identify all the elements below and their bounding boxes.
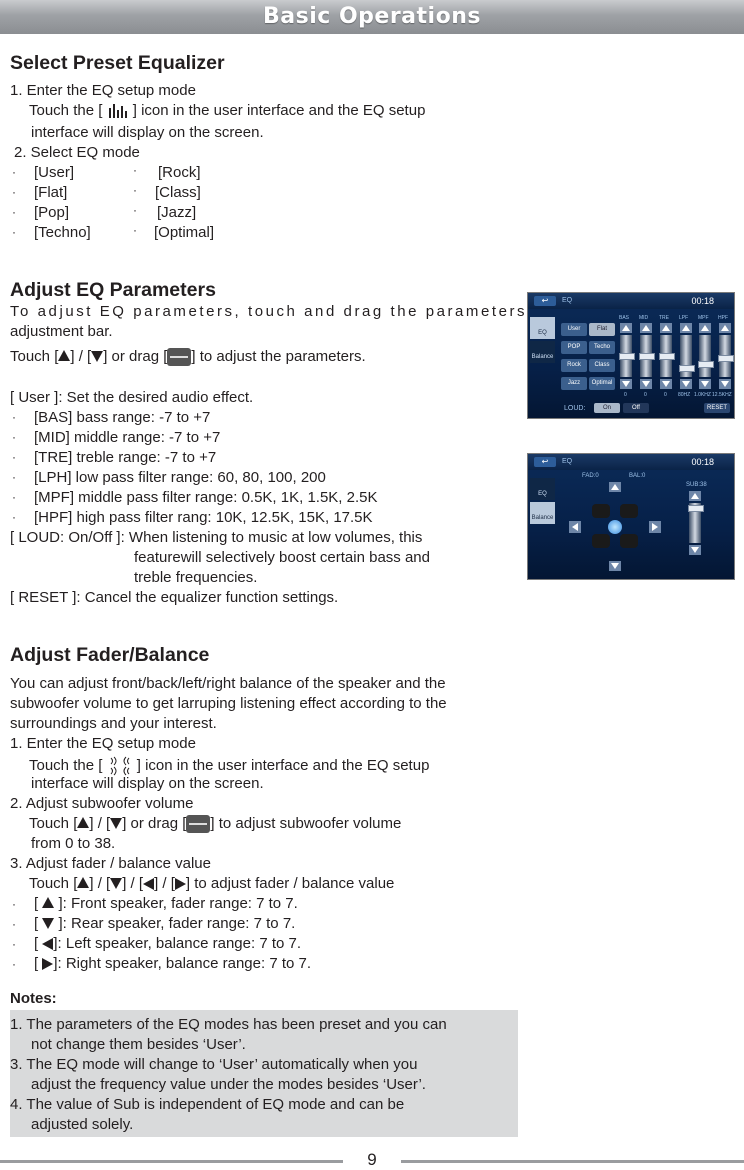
text-fragment: ] / [ bbox=[89, 875, 111, 892]
speaker-icon bbox=[592, 504, 610, 518]
param-tre: [TRE] treble range: -7 to +7 bbox=[34, 449, 217, 466]
side-eq-label: EQ bbox=[538, 330, 547, 336]
text-fragment: ] or drag [ bbox=[103, 348, 168, 365]
side-balance-label: Balance bbox=[531, 354, 554, 360]
text-fragment: Touch [ bbox=[29, 875, 78, 892]
slider-knob[interactable] bbox=[688, 505, 704, 512]
bullet-icon: · bbox=[12, 917, 16, 931]
param-bas: [BAS] bass range: -7 to +7 bbox=[34, 409, 211, 426]
fader-step3: 3. Adjust fader / balance value bbox=[10, 855, 211, 872]
fad-value: FAD:0 bbox=[582, 473, 599, 479]
back-button[interactable]: ↩ bbox=[534, 457, 556, 467]
mode-right-1: [Rock] bbox=[158, 164, 201, 181]
side-eq-button[interactable] bbox=[530, 478, 555, 500]
band-up-button[interactable] bbox=[699, 323, 711, 333]
side-eq-label: EQ bbox=[538, 491, 547, 497]
band-down-button[interactable] bbox=[640, 379, 652, 389]
preset-step1-line2: interface will display on the screen. bbox=[31, 124, 264, 141]
preset-step1-line1 bbox=[29, 102, 425, 120]
balance-icon bbox=[107, 755, 133, 777]
band-label: LPF bbox=[679, 315, 689, 321]
note-3b: adjust the frequency value under the modes besides ‘User’. bbox=[31, 1076, 426, 1093]
up-arrow-icon bbox=[77, 817, 89, 828]
up-arrow-icon bbox=[58, 350, 70, 361]
mode-left-3: [Pop] bbox=[34, 204, 70, 221]
bullet-icon: · bbox=[12, 450, 16, 464]
bullet-icon: · bbox=[12, 165, 16, 179]
left-arrow-icon bbox=[572, 523, 578, 531]
up-arrow-icon bbox=[77, 877, 89, 888]
fader-front-button[interactable] bbox=[609, 482, 621, 492]
side-balance-button[interactable] bbox=[530, 341, 555, 363]
band-up-button[interactable] bbox=[640, 323, 652, 333]
screen-title: EQ bbox=[562, 297, 573, 304]
page-heading: Basic Operations bbox=[263, 4, 481, 29]
text-fragment: [ bbox=[34, 915, 39, 932]
balance-right-button[interactable] bbox=[649, 521, 661, 533]
eq-params-intro2: adjustment bar. bbox=[10, 323, 113, 340]
mode-rock[interactable]: Rock bbox=[561, 359, 587, 372]
band-label: TRE bbox=[659, 315, 669, 321]
band-slider[interactable] bbox=[660, 335, 672, 377]
footer-rule-right bbox=[401, 1160, 744, 1163]
fader-step2-line2: from 0 to 38. bbox=[31, 835, 116, 852]
fader-step1-line1 bbox=[29, 755, 429, 777]
reset-line: [ RESET ]: Cancel the equalizer function settings. bbox=[10, 589, 339, 606]
band-label: MPF bbox=[698, 315, 709, 321]
loud-off-button[interactable]: Off bbox=[623, 403, 649, 413]
mode-right-3: [Jazz] bbox=[157, 204, 197, 221]
fader-step1: 1. Enter the EQ setup mode bbox=[10, 735, 196, 752]
fader-step1-line2: interface will display on the screen. bbox=[31, 775, 264, 792]
eq-params-touch bbox=[10, 348, 366, 366]
band-value: 0 bbox=[664, 392, 667, 398]
band-value: 80HZ bbox=[678, 392, 691, 398]
bullet-icon: · bbox=[12, 430, 16, 444]
text-fragment: ] icon in the user interface and the EQ setup bbox=[132, 102, 426, 119]
down-arrow-icon bbox=[110, 818, 122, 829]
note-1a: 1. The parameters of the EQ modes has been preset and you can bbox=[10, 1016, 447, 1033]
slider-knob[interactable] bbox=[639, 353, 655, 360]
band-up-button[interactable] bbox=[719, 323, 731, 333]
slider-knob[interactable] bbox=[619, 353, 635, 360]
bullet-icon: · bbox=[133, 183, 137, 197]
band-slider[interactable] bbox=[680, 335, 692, 377]
note-4b: adjusted solely. bbox=[31, 1116, 134, 1133]
fader-intro1: You can adjust front/back/left/right balance of the speaker and the bbox=[10, 675, 446, 692]
param-mpf: [MPF] middle pass filter range: 0.5K, 1K, 1.5K, 2.5K bbox=[34, 489, 378, 506]
band-up-button[interactable] bbox=[620, 323, 632, 333]
speaker-icon bbox=[620, 504, 638, 518]
up-arrow-icon bbox=[42, 897, 54, 908]
preset-step2: 2. Select EQ mode bbox=[14, 144, 140, 161]
bullet-icon: · bbox=[133, 223, 137, 237]
side-eq-button[interactable] bbox=[530, 317, 555, 339]
text-fragment: ] to adjust the parameters. bbox=[191, 348, 366, 365]
slider-knob[interactable] bbox=[698, 361, 714, 368]
screen-title: EQ bbox=[562, 458, 573, 465]
slider-knob[interactable] bbox=[679, 365, 695, 372]
sub-down-button[interactable] bbox=[689, 545, 701, 555]
mode-left-4: [Techno] bbox=[34, 224, 91, 241]
band-down-button[interactable] bbox=[719, 379, 731, 389]
text-fragment: ] / [ bbox=[122, 875, 144, 892]
reset-button[interactable]: RESET bbox=[704, 403, 730, 413]
sub-up-button[interactable] bbox=[689, 491, 701, 501]
text-fragment: ] icon in the user interface and the EQ setup bbox=[136, 756, 430, 774]
bullet-icon: · bbox=[12, 937, 16, 951]
fader-rear-button[interactable] bbox=[609, 561, 621, 571]
note-1b: not change them besides ‘User’. bbox=[31, 1036, 246, 1053]
side-balance-button[interactable] bbox=[530, 502, 555, 524]
bullet-icon: · bbox=[133, 163, 137, 177]
mode-class[interactable]: Class bbox=[589, 359, 615, 372]
balance-right bbox=[34, 955, 311, 972]
bullet-icon: · bbox=[12, 410, 16, 424]
mode-user[interactable]: User bbox=[561, 323, 587, 336]
text-fragment: ] / [ bbox=[70, 348, 92, 365]
bullet-icon: · bbox=[12, 225, 16, 239]
section-title-eq-params: Adjust EQ Parameters bbox=[10, 279, 216, 301]
eq-icon bbox=[107, 102, 129, 120]
band-label: HPF bbox=[718, 315, 728, 321]
band-up-button[interactable] bbox=[680, 323, 692, 333]
text-fragment: ] or drag [ bbox=[122, 815, 187, 832]
balance-left bbox=[34, 935, 301, 952]
section-title-fader: Adjust Fader/Balance bbox=[10, 644, 210, 666]
footer-rule-left bbox=[0, 1160, 343, 1163]
balance-point[interactable] bbox=[608, 520, 622, 534]
text-fragment: ]: Rear speaker, fader range: 7 to 7. bbox=[58, 915, 296, 932]
bullet-icon: · bbox=[12, 185, 16, 199]
fader-step2-line1 bbox=[29, 815, 401, 833]
text-fragment: ]: Right speaker, balance range: 7 to 7. bbox=[53, 955, 312, 972]
right-arrow-icon bbox=[42, 958, 53, 970]
mode-techo[interactable]: Techo bbox=[589, 341, 615, 354]
text-fragment: Touch the [ bbox=[29, 756, 103, 774]
page-number: 9 bbox=[367, 1150, 377, 1169]
text-fragment: [ bbox=[34, 935, 39, 952]
header-banner bbox=[0, 0, 744, 34]
notes-title: Notes: bbox=[10, 990, 57, 1007]
text-fragment: ]: Left speaker, balance range: 7 to 7. bbox=[53, 935, 302, 952]
balance-left-button[interactable] bbox=[569, 521, 581, 533]
right-arrow-icon bbox=[652, 523, 658, 531]
param-hpf: [HPF] high pass filter rang: 10K, 12.5K, 15K, 17.5K bbox=[34, 509, 373, 526]
text-fragment: ] / [ bbox=[154, 875, 175, 892]
note-4a: 4. The value of Sub is independent of EQ mode and can be bbox=[10, 1096, 405, 1113]
down-arrow-icon bbox=[42, 918, 54, 929]
balance-screen bbox=[527, 453, 735, 580]
bullet-icon: · bbox=[12, 490, 16, 504]
down-arrow-icon bbox=[110, 878, 122, 889]
eq-user-line: [ User ]: Set the desired audio effect. bbox=[10, 389, 254, 406]
bal-value: BAL:0 bbox=[629, 473, 646, 479]
right-arrow-icon bbox=[175, 878, 186, 890]
text-fragment: [ bbox=[34, 895, 39, 912]
slider-knob[interactable] bbox=[659, 353, 675, 360]
loud-line1: [ LOUD: On/Off ]: When listening to music at low volumes, this bbox=[10, 529, 423, 546]
eq-params-intro1: To adjust EQ parameters, touch and drag the parameters bbox=[10, 303, 528, 320]
param-lph: [LPH] low pass filter range: 60, 80, 100, 200 bbox=[34, 469, 326, 486]
text-fragment: [ bbox=[34, 955, 39, 972]
band-value: 1.0KHZ bbox=[694, 392, 711, 398]
band-down-button[interactable] bbox=[680, 379, 692, 389]
mode-left-2: [Flat] bbox=[34, 184, 68, 201]
mode-flat[interactable]: Flat bbox=[589, 323, 615, 336]
fader-intro2: subwoofer volume to get larruping listening effect according to the bbox=[10, 695, 447, 712]
slider-icon bbox=[186, 815, 210, 833]
sub-value: SUB:38 bbox=[686, 482, 707, 488]
fader-rear bbox=[34, 915, 295, 932]
band-value: 0 bbox=[644, 392, 647, 398]
band-label: BAS bbox=[619, 315, 630, 321]
bullet-icon: · bbox=[133, 203, 137, 217]
band-down-button[interactable] bbox=[620, 379, 632, 389]
bullet-icon: · bbox=[12, 897, 16, 911]
text-fragment: Touch [ bbox=[10, 348, 59, 365]
bullet-icon: · bbox=[12, 470, 16, 484]
band-value: 0 bbox=[624, 392, 627, 398]
mode-optimal[interactable]: Optimal bbox=[589, 377, 615, 390]
left-arrow-icon bbox=[42, 938, 53, 950]
text-fragment: Touch the [ bbox=[29, 102, 103, 119]
screen-time: 00:18 bbox=[691, 457, 714, 467]
bullet-icon: · bbox=[12, 510, 16, 524]
fader-front bbox=[34, 895, 298, 912]
text-fragment: ]: Front speaker, fader range: 7 to 7. bbox=[58, 895, 298, 912]
sub-slider[interactable] bbox=[689, 503, 701, 543]
text-fragment: ] to adjust subwoofer volume bbox=[210, 815, 402, 832]
side-balance-label: Balance bbox=[531, 515, 554, 521]
mode-right-2: [Class] bbox=[155, 184, 201, 201]
band-slider[interactable] bbox=[640, 335, 652, 377]
param-mid: [MID] middle range: -7 to +7 bbox=[34, 429, 221, 446]
left-arrow-icon bbox=[143, 878, 154, 890]
band-slider[interactable] bbox=[699, 335, 711, 377]
band-up-button[interactable] bbox=[660, 323, 672, 333]
mode-jazz[interactable]: Jazz bbox=[561, 377, 587, 390]
band-slider[interactable] bbox=[719, 335, 731, 377]
slider-knob[interactable] bbox=[718, 355, 734, 362]
speaker-icon bbox=[592, 534, 610, 548]
screen-time: 00:18 bbox=[691, 296, 714, 306]
fader-step2: 2. Adjust subwoofer volume bbox=[10, 795, 194, 812]
loud-line2: featurewill selectively boost certain bass and bbox=[134, 549, 430, 566]
text-fragment: Touch [ bbox=[29, 815, 78, 832]
bullet-icon: · bbox=[12, 957, 16, 971]
note-3a: 3. The EQ mode will change to ‘User’ automatically when you bbox=[10, 1056, 418, 1073]
text-fragment: ] / [ bbox=[89, 815, 111, 832]
band-down-button[interactable] bbox=[699, 379, 711, 389]
band-label: MID bbox=[639, 315, 649, 321]
section-title-preset-eq: Select Preset Equalizer bbox=[10, 52, 225, 74]
fader-step3-line1 bbox=[29, 875, 394, 892]
eq-screen bbox=[527, 292, 735, 419]
down-arrow-icon bbox=[91, 351, 103, 362]
mode-right-4: [Optimal] bbox=[154, 224, 215, 241]
text-fragment: ] to adjust fader / balance value bbox=[185, 875, 395, 892]
slider-icon bbox=[167, 348, 191, 366]
band-value: 12.5KHZ bbox=[712, 392, 732, 398]
fader-intro3: surroundings and your interest. bbox=[10, 715, 217, 732]
bullet-icon: · bbox=[12, 205, 16, 219]
loud-label: LOUD: bbox=[564, 405, 586, 412]
loud-line3: treble frequencies. bbox=[134, 569, 258, 586]
speaker-map[interactable] bbox=[588, 498, 642, 556]
preset-step1: 1. Enter the EQ setup mode bbox=[10, 82, 196, 99]
loud-on-button[interactable]: On bbox=[594, 403, 620, 413]
band-slider[interactable] bbox=[620, 335, 632, 377]
mode-pop[interactable]: POP bbox=[561, 341, 587, 354]
back-button[interactable]: ↩ bbox=[534, 296, 556, 306]
band-down-button[interactable] bbox=[660, 379, 672, 389]
speaker-icon bbox=[620, 534, 638, 548]
mode-left-1: [User] bbox=[34, 164, 75, 181]
